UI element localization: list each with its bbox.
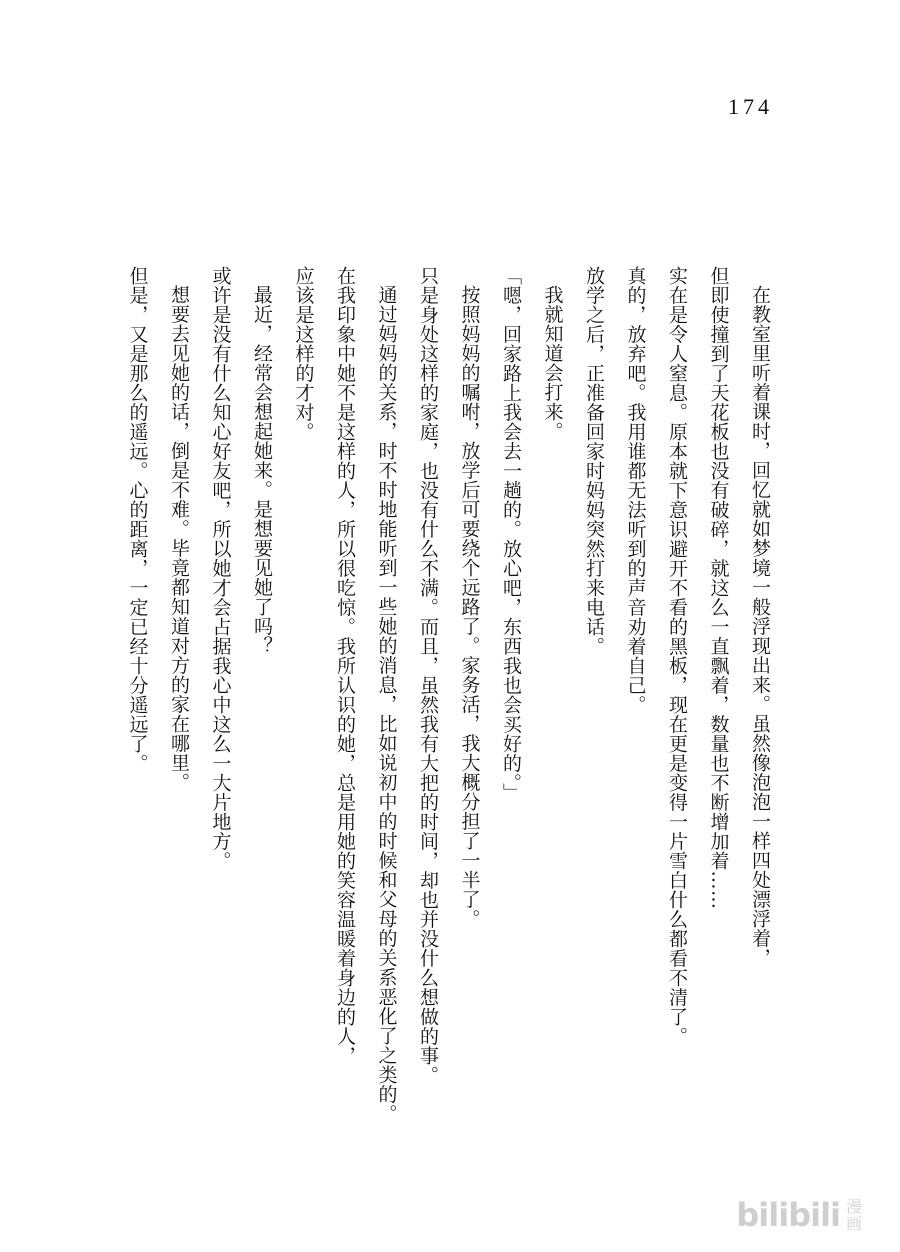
paragraph: 在教室里听着课时，回忆就如梦境一般浮现出来。虽然像泡泡一样四处漂浮着， [749, 285, 771, 968]
paragraph: 想要去见她的话，倒是不难。毕竟都知道对方的家在哪里。 [168, 285, 190, 792]
paragraph: 但是，又是那么的遥远。心的距离，一定已经十分遥远了。 [126, 266, 149, 773]
watermark-sub-label: 漫画 [846, 1197, 863, 1233]
bilibili-logo: bilibili [736, 1196, 840, 1234]
paragraph: 我就知道会打来。 [541, 285, 564, 441]
paragraph: 「嗯，回家路上我会去一趟的。放心吧，东西我也会买好的。」 [500, 266, 522, 803]
paragraph: 真的，放弃吧。我用谁都无法听到的声音劝着自己。 [624, 266, 647, 715]
paragraph: 最近，经常会想起她来。是想要见她了吗？ [251, 285, 273, 656]
vertical-text-block [116, 266, 780, 1136]
watermark [736, 1196, 864, 1234]
paragraph: 但即使撞到了天花板也没有破碎，就这么一直飘着，数量也不断增加着…… [707, 266, 730, 910]
paragraph: 实在是令人窒息。原本就下意识避开不看的黑板，现在更是变得一片雪白什么都看不清了。 [666, 266, 688, 1046]
paragraph: 在我印象中她不是这样的人，所以很吃惊。我所认识的她，总是用她的笑容温暖着身边的人， [334, 266, 356, 1066]
paragraph: 通过妈妈的关系，时不时地能听到一些她的消息，比如说初中的时候和父母的关系恶化了之类的。 [375, 285, 398, 1124]
paragraph: 放学之后，正准备回家时妈妈突然打来电话。 [583, 266, 605, 656]
page-number: 174 [728, 94, 773, 119]
paragraph: 或许是没有什么知心好友吧，所以她才会占据我心中这么一大片地方。 [209, 266, 232, 871]
paragraph: 只是身处这样的家庭，也没有什么不满。而且，虽然我有大把的时间，却也并没什么想做的事。 [417, 266, 439, 1085]
paragraph: 按照妈妈的嘱咐，放学后可要绕个远路了。家务活，我大概分担了一半了。 [458, 285, 481, 929]
paragraph: 应该是这样的才对。 [292, 266, 315, 442]
